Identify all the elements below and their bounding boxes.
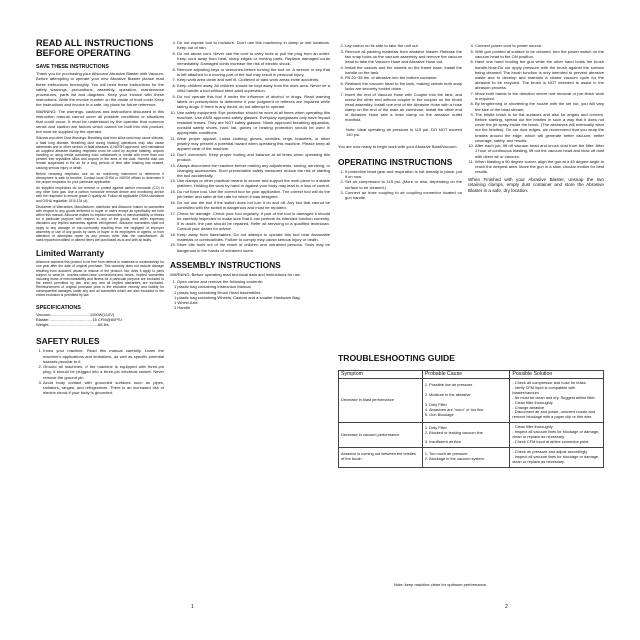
operating-step: 8. By lengthening or shortening the nozzle with the set nut, you will vary the size of the blast stream. [475, 101, 604, 111]
safety-rule: 8. Keep children away. All children should be kept away from the work area. Never let a child handle a tool without strict adult supervision. [177, 83, 330, 93]
assembly-step: 2. Lay carton on its side to take the unit out. [345, 43, 462, 48]
operating-heading: OPERATING INSTRUCTIONS [338, 156, 453, 167]
safety-rule: 1. Know your machine. Read this manual carefully. Learn the machine's applications and limitations, as well as specific potential hazards peculiar to it. [43, 348, 164, 363]
cause-cell [422, 447, 510, 467]
title-line-1: READ ALL INSTRUCTIONS [36, 38, 154, 48]
safety-rule: 7. Keep work area clean and well lit. Cluttered or dark work areas invite accidents. [177, 77, 330, 82]
limited-warranty-heading: Limited Warranty [36, 248, 105, 259]
spec-vacuum: Vacuum...................................1100W(110V) [36, 312, 115, 318]
fine-print-disclaimer: Disclaimer of Warranties, Manufacturer, distributor and Allsource makes no warranties with respect to any goods delivered to buyer or users except as specifically set forth within this manual. Allsource makes no implied warranties of merchantability or fitness for a particular purpose with respect to any of the goods, and seller expressly disclaims any implied warranties against infringement. Allsource warranties shall not apply to any damage or non-conformity resulting from the negligent of improper assembly or use of any goods by users or buyer or its employees or agents, or from alteration or attempted repair by any person other than the manufacturer. All used,repaired,modified or altered items are purchased as-is and with all faults. [36, 204, 164, 243]
spec-weight: Weight............................................68 lbs [36, 322, 109, 328]
column-header-symptom: Symptom [339, 371, 423, 379]
solution-line: - Inspect all vacuum lines for blockage or damage, clean or replace as necessary. [512, 429, 600, 440]
page2-column-left [338, 43, 462, 201]
solution-line: - Clean filter thoroughly [512, 399, 553, 405]
solution-line: - Check air pressure and adjust accordingly [512, 448, 588, 454]
cause-line: 2. Blockage in the vacuum system [424, 456, 484, 462]
fine-print [36, 136, 164, 242]
ideal-pressure-note: Note: Ideal operating air pressure is 115 psi. DO NOT exceed 140 psi. [346, 127, 462, 138]
table-row [339, 423, 604, 448]
page-number-1: 1 [191, 604, 194, 610]
solution-line: - Clean filter thoroughly [512, 424, 553, 430]
spec-blaster: Blaster.......................................15 CFM@80PSI [36, 317, 122, 323]
safety-rule: 13. Always disconnect the machine before making any adjustments, storing, servicing, or changing accessories. Such preventative safety measures reduce the risk of starting the tool accidentally. [177, 163, 330, 178]
fine-print-carbon-monoxide: Air supplied respirators do not remove or protect against carbon monoxide (CO) or any other toxic gas. Use a carbon monoxide removal device and monitoring device with the respirator to ensure grade D quality air. Follow all applicable OSHA standards and OSHA regulation 1910.134 (d). [36, 186, 164, 203]
safety-rules-list-a [36, 348, 164, 395]
safety-rule: 17. Check for damage. Check your tool regularly. If part of the tool is damaged it should be carefully inspected to make sure that it can perform its intended function correctly. If in doubt, the part should be repaired. Refer all servicing to a qualified technician. Consult your dealer for advice. [177, 211, 330, 231]
page1-column-right [170, 40, 330, 310]
safety-rule: 3. Avoid body contact with grounded surfaces such as pipes, radiators, ranges, and refrigerators. There is an increased risk of electric shock if your body is grounded. [43, 380, 164, 395]
solution-cell [510, 423, 604, 448]
assembly-step: 4. Install the castors and the wheels on the frame base. Install the handle on the tank. [345, 65, 462, 75]
specs-heading: SPECIFICATIONS [36, 304, 81, 311]
contents-list [170, 284, 330, 309]
solution-line: - Inspect all vacuum lines for blockage or damage, clean or replace as necessary. [512, 453, 600, 464]
symptom-cell: Abrasive is coming out between the bristles of the brush [339, 447, 423, 467]
contents-item: 1 plastic bag containing Wheels, Castors and a smaller Hardware Bag. [174, 294, 301, 300]
assembly-steps-a [170, 279, 330, 284]
page2-column-right [468, 43, 604, 195]
warning-paragraph: WARNING: The warnings, cautions and instructions discussed in this instruction manual cannot cover all possible conditions or situations that could occur. It must be understood by the operator that common sense and caution are factors which cannot be built into this product, but must be supplied by the operator. [36, 108, 164, 135]
safety-rule: 5. Do not abuse cord. Never use the cord to carry tools or pull the plug from an outlet. Keep cord away from heat, sharp edges or moving parts. Replace damaged cords immediately. Damaged cords increase the risk of electric shock. [177, 51, 330, 66]
operating-step: 9. The bristle brush is for flat surfaces and also for angles and corners. Before starting, spread out the bristles in such a way that it does not cover the jet spray inside the brush. (The abrasives will eventually wear out the bristles). On car door edges, we recommend that you wrap the bristles around the edge, which will generate better vacuum, better coverage, safety, and results. [475, 112, 604, 143]
table-header-row [339, 371, 604, 379]
safety-rule: 14. Use clamps or other practical means to secure and support the work piece to a stable platform. Holding the work by hand or against your body may lead to a loss of control. [177, 178, 330, 188]
solution-line: - Air must be clean and dry. Suggest airline filter. [512, 394, 596, 400]
troubleshooting-table [338, 370, 604, 468]
title-line-2: BEFORE OPERATING [36, 48, 131, 59]
assembly-step: 1. Open carton and remove the following contents: [177, 279, 330, 284]
safety-rule: 10. Use safety equipment. Eye protection should be worn at all times when operating this machine. Use ANSI approved safety glasses. Everyday eyeglasses only have impact resistant lenses. They are NOT safety glasses. Niosh approved breathing apparatus, nonskid safety shoes, hard hat, gloves or hearing protection should be used in appropriate conditions. [177, 110, 330, 135]
cause-line: 4. Abrasives are "worn" or too fine [424, 407, 484, 413]
operating-step: 2. Set air compressor to 115 psi. (More or less, depending on the surface to be cleaned.) [345, 179, 462, 189]
table-row [339, 447, 604, 467]
cause-line: 2. Moisture in the abrasive [424, 392, 471, 398]
column-header-solution: Possible Solution [510, 371, 604, 379]
save-heading: SAVE THESE INSTRUCTIONS [36, 63, 109, 70]
contents-item: 1 plastic bag containing Instruction Manual. [174, 284, 252, 290]
cause-line: 5. Gun Blockage [424, 411, 454, 417]
cause-line: 3. Dirty Filter [424, 402, 447, 408]
safety-rule: 19. Store idle tools out of the reach of children and untrained persons. Tools may be dangerous in the hands of untrained users. [177, 242, 330, 252]
cause-line: 1. Too much air pressure [424, 451, 468, 457]
table-row [339, 379, 604, 423]
operating-steps-a [338, 169, 462, 201]
solution-cell [510, 447, 604, 467]
safety-rule: 6. Remove adjusting keys or wrenches before turning the tool on. A wrench or key that is left attached to a moving part of the tool may result in personal injury. [177, 67, 330, 77]
contents-item: 1 plastic bag containing Brush Head Assemblies. [174, 289, 262, 295]
operating-step: 6. Have one hand holding the gun while the other hand holds the brush handle.Note:Do not apply pressure with the brush against the surface being cleaned! The brush function is only intended to prevent abrasive waste and to develop and maintain a closed vacuum cycle for the abrasive to be recycled. The brush is NOT intended to assist in the abrasion process. [475, 59, 604, 90]
page1-column-left [36, 38, 164, 396]
solution-cell [510, 379, 604, 423]
assembly-step: 3. Remove all packing materials from abrasive blaster. Release the two snap locks on the vacuum assembly and remove the vacuum head to take the Vacuum Hose and Abrasive Hose out. [345, 49, 462, 64]
intro-paragraph: Thank you for purchasing your Allsource Abrasive Blaster with Vacuum. Before attempting to operate your new Abrasive Blaster please read these instructions thoroughly. You will need these instructions for the safety warnings, precautions, assembly, operation, maintenance procedures, parts list and diagrams. Keep your invoice with these instructions. Write the invoice number on the inside of front cover Keep the instructions and invoice in a safe, dry place for future reference. [36, 71, 164, 107]
symptom-cell: Decrease in vacuum performance [339, 423, 423, 448]
ready-note: You are now ready to begin work with your Abrasive Blast/Vacuum. [338, 143, 458, 149]
operating-step: 1. If protective head gear and respiration is not already in place, put it on now. [345, 169, 462, 179]
safety-rule: 18. Keep away from flammables. Do not attempt to operate this tool near flammable materials or combustibles. Failure to comply may cause serious injury or death. [177, 232, 330, 242]
operating-step: 7. Move both hands in the direction where rust removal or pre-finish work is required. [475, 91, 604, 101]
assembly-step: 5. Fill 20~35 lbs. of abrasive into the bottom container. [345, 75, 462, 80]
safety-rule: 16. Do not use the tool if the switch does not turn it on and off. Any tool that cannot be controlled with the switch is dangerous and must be repaired. [177, 200, 330, 210]
cause-line: 1. Possible low air pressure [424, 382, 473, 388]
assembly-warning: WARNING: Before operating read technical data and instructions for use. [170, 271, 301, 277]
assembly-heading: ASSEMBLY INSTRUCTIONS [170, 259, 281, 270]
solution-line: - Change abrasive [512, 404, 545, 410]
solution-line: - Check CFM input at airline connector point. [512, 438, 590, 444]
solution-line: - Disconnect air and power, unscrew nozzle and remove blockage with a paper clip or thin wire. [512, 409, 596, 420]
assembly-steps-b [338, 43, 462, 122]
safety-rules-heading: SAFETY RULES [36, 336, 100, 347]
cause-cell [422, 423, 510, 448]
operating-step: 10. After each job, lift off vacuum head and knock dust from the filter. After 1 hour of continuous blasting, lift out the vacuum head and blow off dust with direct air or vacuum. [475, 143, 604, 158]
safety-rule: 2. Ground all machines. If the machine is equipped with three-pin plug, it should be plugged into a three-pin electrical socket. Never remove the ground pin. [43, 364, 164, 379]
cause-line: 2. Blocked or leaking vacuum line [424, 429, 483, 435]
cause-cell [422, 379, 510, 423]
limited-warranty-block [36, 260, 164, 297]
cause-line: 3. Insufficient air flow [424, 438, 462, 444]
cause-line: 1. Dirty Filter [424, 424, 447, 430]
fine-print-silicosis: Silicosis and other Dust Warnings: Breathing dust from silica sand may cause silicosis, a fatal lung disease. Breathing dust during blasting operations may also cause asbestosis and or other serious or fatal diseases. A NIOSH-approved, well maintained air supplied abrasive blasting respirator must be used by anyone blasting, anyone handling or using media containing toxic substances or media with more than one percent free crystalline silica and anyone in the area of the dust. Harmful dust can remain suspended in the air for a long periods of time after blasting has ceased, causing serious injury or death. [36, 136, 164, 170]
safety-rule: 15. Do not force tool. Use the correct tool for your application. The correct tool will do the job better and safer at the rate for which it was designed. [177, 189, 330, 199]
assembly-step: 6. Reattach the vacuum head to the tank, making certain both snap locks are securely locked down. [345, 81, 462, 91]
column-header-cause: Probable Cause [422, 371, 510, 379]
solution-line: - Verify CFM input is compatible with blaster/vacuum [512, 384, 576, 395]
contents-item: 1 Handle [174, 304, 191, 310]
page-number-2: 2 [505, 604, 508, 610]
safety-rule: 9. Do not operate this tool if under the influence of alcohol or drugs. Read warning labels on prescriptions to determine if your judgment or reflexes are impaired while taking drugs. If there is any doubt, do not attempt to operate. [177, 94, 330, 109]
finish-note: When Finished with your Abrasive Blaster, unsnap the two retaining clamps, empty dust container and store the Abrasive Blaster in a safe, dry location. [468, 176, 604, 193]
safety-rule: 12. Don't overreach. Keep proper footing and balance at all times when operating this product. [177, 152, 330, 162]
troubleshooting-note: Note: keep machine clean for optimum performance. [394, 582, 488, 587]
safety-rule: 11. Wear proper apparel. Loose clothing, gloves, neckties, rings, bracelets, or other jewelry may present a potential hazard when operating this machine. Please keep all apparel clear of the machine. [177, 136, 330, 151]
operating-step: 3. Connect air hose coupling to air coupling connector located on gun handle. [345, 190, 462, 200]
symptom-cell: Decrease in blast performance [339, 379, 423, 423]
operating-step: 5. With gun pointed at surface to be cleaned, turn the power switch on the vacuum head to the ON position. [475, 49, 604, 59]
assembly-step: 7. Insert the end of Vacuum Hose with Coupler into the tank, and screw the other end without coupler in the coupler on the brush head assembly. Install one end of the Abrasive Hose with a hose clamp on the end of the male air connector. Install the other end of Abrasive Hose with a hose clamp on the abrasive outlet manifold. [345, 92, 462, 123]
limited-warranty-text: Allsource warrants this product to be free from defects in materials or workmanship for one year after the date of original purchase. This warranty does not include damage resulting from accident, abuse or misuse of the product. Nor does it apply to parts subject to wear,i.e. nozzles,valves,hose connections,and hoses. Implied warranties including those of merchantability and fitness for a particular purpose are excluded to the extent permitted by law, and any and all implied warranties are excluded. Reimbursement of original purchase price is the exclusive remedy and liability for consequential damages under any and all warranties which are also excluded to the extent exclusion is permitted by law. [36, 260, 164, 298]
operating-step: 11. When blasting a 90 degree corner, align the gun at a 45 degree angle to reach the deepest area. Move the gun in a slow, circular motion for best results. [475, 159, 604, 174]
fine-print-respirator: Before renewing respirator, use an air monitoring instrument to determine if atmosphere is safe to breathe. Contact local OHSA or NIOSH offices to determine if the proper respirator for your particular application. [36, 171, 164, 184]
safety-rule: 4. Do not expose tool to moisture. Don't use this machinery in damp or wet locations. Keep out of rain. [177, 40, 330, 50]
operating-step: 4. Connect power cord to power source. [475, 43, 604, 48]
contents-item: 1 Wheel Axle [174, 299, 198, 305]
operating-steps-b [468, 43, 604, 175]
solution-line: - Check air compressor and hose for leaks. [512, 380, 587, 385]
safety-rules-list-b [170, 40, 330, 253]
troubleshooting-heading: TROUBLESHOOTING GUIDE [338, 353, 455, 363]
